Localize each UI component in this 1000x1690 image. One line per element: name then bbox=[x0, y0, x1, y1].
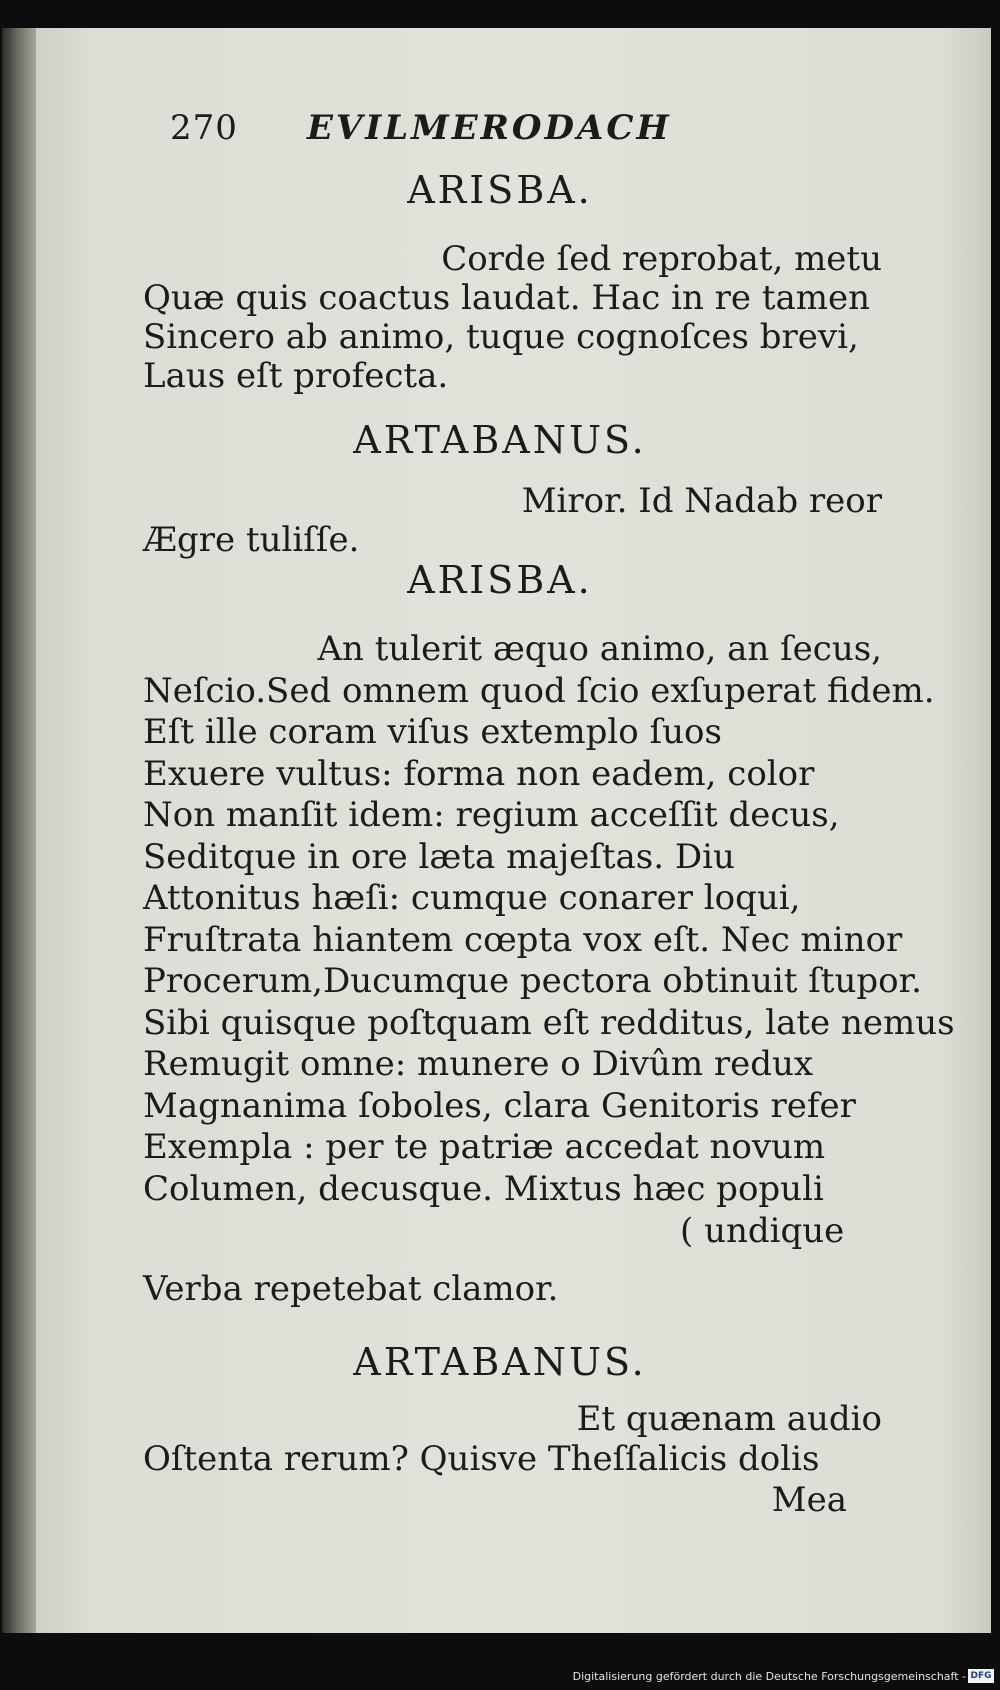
verse-line: Quæ quis coactus laudat. Hac in re tamen bbox=[143, 278, 871, 318]
verse-line: Et quænam audio bbox=[576, 1399, 882, 1439]
verse-line: Miror. Id Nadab reor bbox=[521, 481, 882, 521]
speaker-heading: ARISBA. bbox=[407, 168, 593, 212]
page-number: 270 bbox=[170, 108, 238, 148]
verse-line: Seditque in ore læta majeſtas. Diu bbox=[143, 837, 735, 877]
verse-line: Oſtenta rerum? Quisve Theſſalicis dolis bbox=[143, 1439, 820, 1479]
verse-line: Non manſit idem: regium acceſſit decus, bbox=[143, 795, 840, 835]
verse-line: Magnanima ſoboles, clara Genitoris refer bbox=[143, 1086, 856, 1126]
verse-line: Verba repetebat clamor. bbox=[143, 1269, 559, 1309]
verse-line: An tulerit æquo animo, an ſecus, bbox=[317, 629, 882, 669]
verse-line: Eſt ille coram viſus extemplo ſuos bbox=[143, 712, 722, 752]
verse-line: Sibi quisque poſtquam eſt redditus, late nemus bbox=[143, 1003, 955, 1043]
verse-line: Remugit omne: munere o Divûm redux bbox=[143, 1044, 814, 1084]
verse-line: Laus eſt profecta. bbox=[143, 356, 449, 396]
verse-line: Ægre tuliſſe. bbox=[143, 520, 360, 560]
verse-line: Sincero ab animo, tuque cognoſces brevi, bbox=[143, 317, 859, 357]
running-title: EVILMERODACH bbox=[307, 108, 672, 148]
digitization-credit: Digitalisierung gefördert durch die Deutsche Forschungsgemeinschaft - bbox=[572, 1670, 966, 1683]
verse-line: Neſcio.Sed omnem quod ſcio exſuperat fidem. bbox=[143, 671, 935, 711]
dfg-logo: DFG bbox=[968, 1669, 994, 1683]
verse-line: Exempla : per te patriæ accedat novum bbox=[143, 1127, 826, 1167]
verse-line: Procerum,Ducumque pectora obtinuit ſtupor. bbox=[143, 961, 922, 1001]
speaker-heading: ARTABANUS. bbox=[353, 418, 647, 462]
verse-line: Attonitus hæſi: cumque conarer loqui, bbox=[143, 878, 801, 918]
catchword: Mea bbox=[771, 1480, 847, 1520]
verse-line: Exuere vultus: forma non eadem, color bbox=[143, 754, 815, 794]
speaker-heading: ARISBA. bbox=[407, 558, 593, 602]
verse-line-turnover: ( undique bbox=[680, 1211, 845, 1251]
verse-line: Fruſtrata hiantem cœpta vox eſt. Nec minor bbox=[143, 920, 903, 960]
verse-line: Columen, decusque. Mixtus hæc populi bbox=[143, 1169, 824, 1209]
speaker-heading: ARTABANUS. bbox=[353, 1340, 647, 1384]
verse-line: Corde ſed reprobat, metu bbox=[441, 239, 882, 279]
